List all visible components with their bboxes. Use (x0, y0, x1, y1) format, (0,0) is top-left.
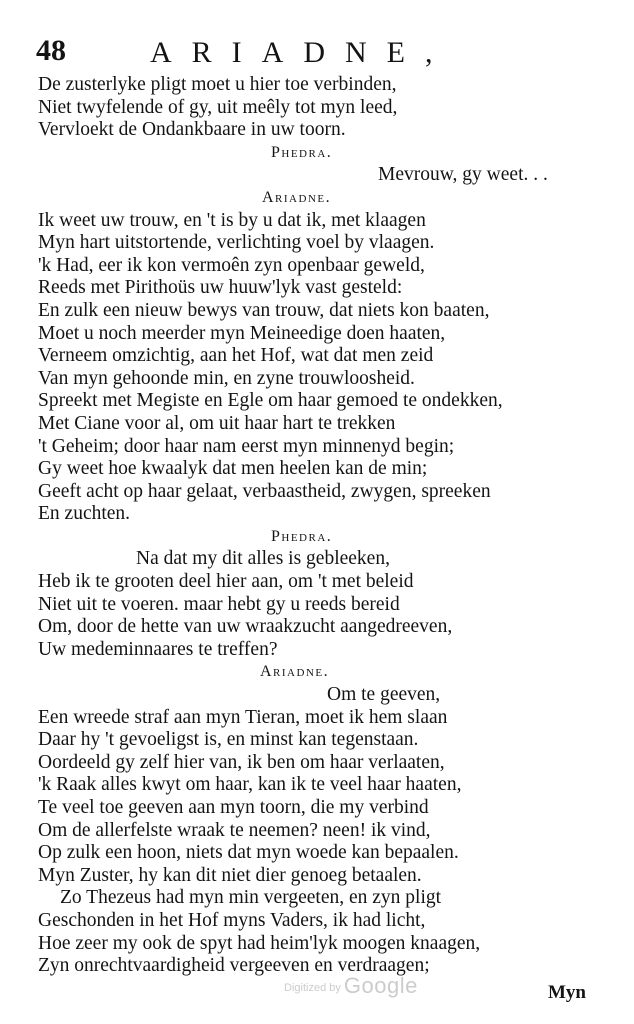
verse-line: Vervloekt de Ondankbaare in uw toorn. (38, 119, 346, 141)
page-header (30, 28, 590, 76)
verse-line: Een wreede straf aan myn Tieran, moet ik hem slaan (38, 706, 448, 728)
verse-line: Zo Thezeus had myn min vergeeten, en zyn pligt (60, 887, 442, 909)
verse-line: Van myn gehoonde min, en zyne trouwloosheid. (38, 367, 415, 389)
verse-line: En zuchten. (38, 503, 131, 525)
verse-line: Na dat my dit alles is gebleeken, (136, 548, 390, 570)
verse-line: Myn Zuster, hy kan dit niet dier genoeg betaalen. (38, 864, 422, 886)
verse-line: Spreekt met Megiste en Egle om haar gemoed te ondekken, (38, 390, 503, 412)
verse-line: Te veel toe geeven aan myn toorn, die my verbind (38, 797, 429, 818)
verse-line: Om, door de hette van uw wraakzucht aangedreeven, (38, 616, 453, 638)
verse-line: Reeds met Pirithoüs uw huuw'lyk vast gesteld: (38, 277, 403, 299)
verse-line: Om de allerfelste wraak te neemen? neen! ik vind, (38, 819, 431, 841)
verse-line: Gy weet hoe kwaalyk dat men heelen kan de min; (38, 458, 428, 480)
verse-line: Verneem omzichtig, aan het Hof, wat dat men zeid (38, 345, 434, 367)
verse-line: Oordeeld gy zelf hier van, ik ben om haar verlaaten, (38, 751, 445, 773)
speaker-name: Phedra. (271, 143, 333, 161)
verse-line: En zulk een nieuw bewys van trouw, dat niets kon baaten, (38, 299, 490, 321)
watermark-brand: Google (343, 973, 418, 998)
verse-line: Zyn onrechtvaardigheid vergeeven en verdraagen; (38, 955, 430, 977)
speaker-name: Phedra. (271, 527, 333, 545)
verse-line: Myn hart uitstortende, verlichting voel by vlaagen. (38, 232, 435, 254)
page-number: 48 (36, 34, 66, 67)
verse-text (38, 74, 598, 978)
verse-line: Op zulk een hoon, niets dat myn woede kan bepaalen. (38, 842, 459, 864)
verse-line: Geschonden in het Hof myns Vaders, ik had licht, (38, 909, 426, 931)
verse-line: De zusterlyke pligt moet u hier toe verbinden, (38, 74, 397, 95)
verse-line: Heb ik te grooten deel hier aan, om 't met beleid (38, 571, 414, 593)
speaker-name: Ariadne. (262, 188, 332, 206)
verse-line: Niet twyfelende of gy, uit meêly tot myn leed, (38, 96, 398, 118)
verse-line: Met Ciane voor al, om uit haar hart te trekken (38, 412, 396, 434)
catchword: Myn (548, 982, 586, 1003)
verse-line: Mevrouw, gy weet. . . (378, 164, 548, 186)
verse-line: Geeft acht op haar gelaat, verbaastheid, zwygen, spreeken (38, 480, 491, 502)
verse-line: Uw medeminnaares te treffen? (38, 638, 278, 660)
verse-line: Daar hy 't gevoeligst is, en minst kan tegenstaan. (38, 729, 419, 751)
speaker-name: Ariadne. (260, 663, 330, 681)
verse-line: Om te geeven, (327, 684, 441, 706)
verse-line: Niet uit te voeren. maar hebt gy u reeds bereid (38, 593, 400, 615)
verse-line: 'k Raak alles kwyt om haar, kan ik te veel haar haaten, (38, 774, 462, 796)
verse-line: Hoe zeer my ook de spyt had heim'lyk moogen knaagen, (38, 932, 481, 954)
watermark-prefix: Digitized by (284, 982, 341, 994)
verse-line: 't Geheim; door haar nam eerst myn minnenyd begin; (38, 435, 455, 457)
running-title: ARIADNE, (150, 36, 453, 69)
verse-line: Ik weet uw trouw, en 't is by u dat ik, met klaagen (38, 209, 426, 231)
verse-line: Moet u noch meerder myn Meineedige doen haaten, (38, 322, 446, 344)
digitization-watermark (284, 973, 418, 999)
verse-line: 'k Had, eer ik kon vermoên zyn openbaar geweld, (38, 254, 425, 276)
